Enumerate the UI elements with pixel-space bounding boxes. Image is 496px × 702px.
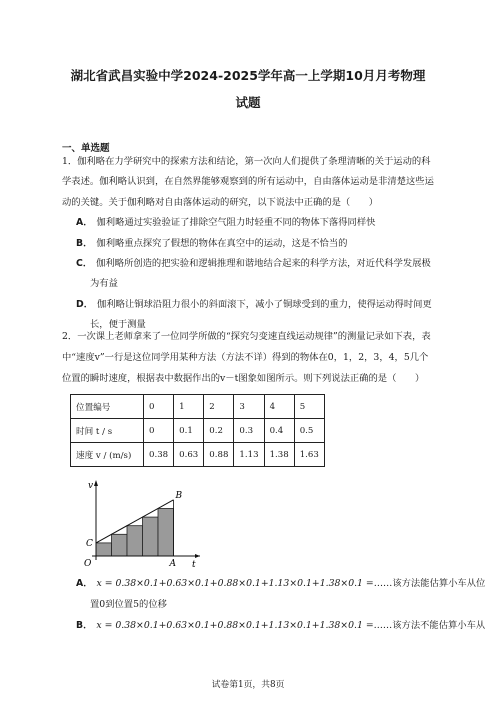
- area-bar: [112, 534, 128, 556]
- exam-title-line2: 试题: [235, 95, 261, 110]
- q2-stem-line2: 中“速度v”一行是这位同学用某种方法（方法不详）得到的物体在0，1，2，3，4，5几个: [62, 352, 429, 363]
- q1-option-a: [76, 217, 375, 229]
- t-axis-arrow: [195, 554, 200, 558]
- area-bar: [96, 543, 112, 556]
- option-text: 伽利略通过实验验证了排除空气阻力时轻重不同的物体下落得同样快: [96, 217, 376, 228]
- row-header: 位置编号: [71, 395, 144, 419]
- vt-graph: [80, 478, 205, 568]
- v-axis-label: v: [88, 481, 94, 491]
- q1-stem-line1: 1．伽利略在力学研究中的探索方法和结论，第一次向人们提供了条理清晰的关于运动的科: [62, 156, 431, 167]
- option-formula: x = 0.38×0.1+0.63×0.1+0.88×0.1+1.13×0.1+1.38×0.1 =: [96, 578, 374, 589]
- table-cell: 1.38: [264, 443, 294, 467]
- q2-option-a: [76, 578, 485, 590]
- q1-stem-line2: 学表述。伽利略认识到，在自然界能够观察到的所有运动中，自由落体运动是非清楚这些运: [62, 176, 434, 187]
- q1-stem-line3: 动的关键。关于伽利略对自由落体运动的研究，以下说法中正确的是（ ）: [62, 197, 379, 208]
- table-cell: 0: [144, 419, 174, 443]
- origin-label: O: [84, 559, 92, 568]
- section-heading: 一、单选题: [62, 143, 110, 154]
- table-cell: 1.13: [234, 443, 264, 467]
- option-text: 伽利略让铜球沿阻力很小的斜面滚下，减小了铜球受到的重力，使得运动得时间更: [97, 299, 432, 310]
- table-cell: 4: [264, 395, 294, 419]
- measurement-table: [70, 394, 325, 467]
- q2-option-a-cont: 置0到位置5的位移: [90, 599, 167, 610]
- v-axis-arrow: [94, 480, 98, 486]
- table-cell: 1.63: [294, 443, 324, 467]
- row-header: 时间 t / s: [71, 419, 144, 443]
- table-cell: 2: [204, 395, 234, 419]
- option-label: B．: [76, 620, 93, 631]
- table-cell: 0.4: [264, 419, 294, 443]
- q1-option-b: [76, 238, 347, 250]
- table-cell: 0.88: [204, 443, 234, 467]
- option-text: 伽利略所创造的把实验和逻辑推理和谐地结合起来的科学方法，对近代科学发展极: [96, 258, 431, 269]
- option-label: B．: [76, 238, 93, 249]
- option-formula: x = 0.38×0.1+0.63×0.1+0.88×0.1+1.13×0.1+1.38×0.1 =: [96, 620, 374, 631]
- table-cell: 3: [234, 395, 264, 419]
- area-bars: [96, 508, 174, 556]
- table-row: [71, 395, 325, 419]
- table-cell: 0.5: [294, 419, 324, 443]
- point-a-label: A: [169, 559, 176, 568]
- option-label: C．: [76, 258, 93, 269]
- table-cell: 0.1: [174, 419, 204, 443]
- option-label: A．: [76, 217, 93, 228]
- point-c-label: C: [86, 538, 93, 549]
- q1-option-d: [76, 299, 432, 311]
- row-header: 速度 v / (m/s): [71, 443, 144, 467]
- q2-stem-line3: 位置的瞬时速度，根据表中数据作出的v－t图象如图所示。则下列说法正确的是（ ）: [62, 373, 425, 384]
- q1-option-d-cont: 长，便于测量: [90, 319, 146, 330]
- area-bar: [127, 526, 143, 556]
- table-cell: 5: [294, 395, 324, 419]
- q1-option-c: [76, 258, 431, 270]
- option-text: ……该方法不能估算小车从: [373, 620, 486, 631]
- table-cell: 0.38: [144, 443, 174, 467]
- page-footer: 试卷第1页，共8页: [211, 680, 285, 690]
- t-axis-label: t: [192, 560, 196, 568]
- table-row: [71, 419, 325, 443]
- exam-title-line1: 湖北省武昌实验中学2024-2025学年高一上学期10月月考物理: [70, 68, 426, 83]
- table-cell: 0.63: [174, 443, 204, 467]
- point-b-label: B: [175, 490, 183, 501]
- option-text: ……该方法能估算小车从位: [373, 578, 486, 589]
- table-row: [71, 443, 325, 467]
- area-bar: [158, 508, 174, 556]
- area-bar: [143, 517, 159, 556]
- table-cell: 0: [144, 395, 174, 419]
- option-label: D．: [76, 299, 94, 310]
- q2-stem-line1: 2．一次课上老师拿来了一位同学所做的“探究匀变速直线运动规律”的测量记录如下表，表: [62, 331, 431, 342]
- table-cell: 0.3: [234, 419, 264, 443]
- table-cell: 1: [174, 395, 204, 419]
- table-cell: 0.2: [204, 419, 234, 443]
- option-label: A．: [76, 578, 93, 589]
- option-text: 伽利略重点探究了假想的物体在真空中的运动，这是不恰当的: [96, 238, 348, 249]
- q1-option-c-cont: 为有益: [90, 278, 118, 289]
- q2-option-b: [76, 620, 485, 632]
